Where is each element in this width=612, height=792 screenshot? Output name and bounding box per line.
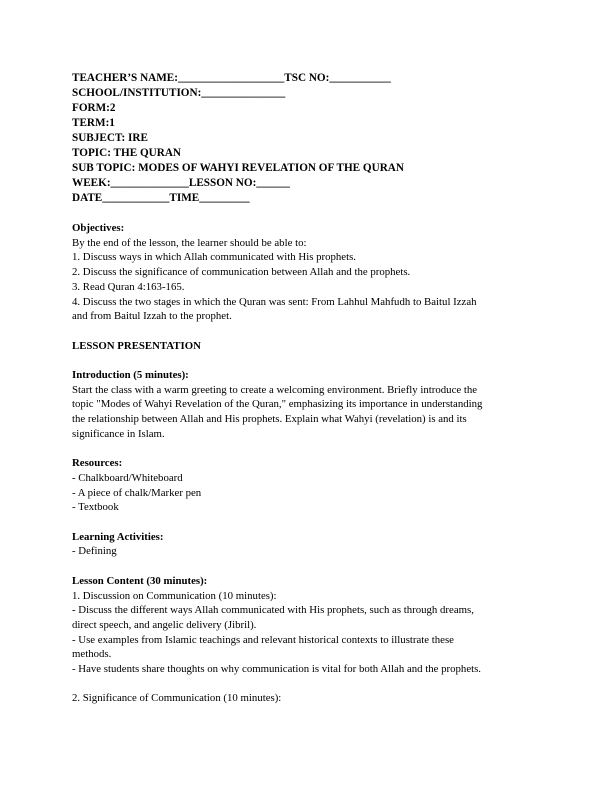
resource-item: - A piece of chalk/Marker pen: [72, 486, 202, 499]
term-line: TERM:1: [72, 117, 115, 129]
school-line: SCHOOL/INSTITUTION:_______________: [72, 87, 286, 99]
topic-line: TOPIC: THE QURAN: [72, 147, 181, 159]
objectives-intro: By the end of the lesson, the learner should be able to:: [72, 236, 307, 249]
introduction-text: significance in Islam.: [72, 427, 165, 440]
lesson-content-text: 1. Discussion on Communication (10 minutes):: [72, 589, 277, 602]
objective-item: 4. Discuss the two stages in which the Quran was sent: From Lahhul Mahfudh to Baitul Izzah: [72, 295, 477, 308]
lesson-content-text: methods.: [72, 648, 112, 661]
resource-item: - Chalkboard/Whiteboard: [72, 471, 183, 484]
lesson-body: [72, 221, 542, 706]
objective-item: and from Baitul Izzah to the prophet.: [72, 310, 232, 323]
subject-line: SUBJECT: IRE: [72, 132, 148, 144]
lesson-plan-header: [72, 71, 542, 206]
lesson-presentation-heading: LESSON PRESENTATION: [72, 339, 201, 352]
lesson-content-heading: Lesson Content (30 minutes):: [72, 574, 208, 587]
objective-item: 2. Discuss the significance of communication between Allah and the prophets.: [72, 266, 411, 279]
teacher-name-line: TEACHER’S NAME:___________________TSC NO:___________: [72, 72, 391, 84]
learning-activities-heading: Learning Activities:: [72, 530, 164, 543]
learning-activity-item: - Defining: [72, 545, 117, 558]
introduction-text: the relationship between Allah and His prophets. Explain what Wahyi (revelation) is and its: [72, 413, 467, 426]
introduction-text: topic "Modes of Wahyi Revelation of the Quran," emphasizing its importance in understanding: [72, 398, 483, 411]
lesson-content-text: - Discuss the different ways Allah communicated with His prophets, such as through dreams,: [72, 604, 474, 617]
subtopic-line: SUB TOPIC: MODES OF WAHYI REVELATION OF THE QURAN: [72, 162, 404, 174]
resources-heading: Resources:: [72, 457, 123, 470]
week-line: WEEK:______________LESSON NO:______: [72, 177, 290, 189]
resource-item: - Textbook: [72, 501, 119, 514]
objectives-heading: Objectives:: [72, 222, 125, 234]
introduction-text: Start the class with a warm greeting to create a welcoming environment. Briefly introduce the: [72, 383, 478, 396]
objective-item: 1. Discuss ways in which Allah communicated with His prophets.: [72, 251, 356, 264]
date-line: DATE____________TIME_________: [72, 192, 250, 204]
form-line: FORM:2: [72, 102, 116, 114]
significance-heading-line: 2. Significance of Communication (10 minutes):: [72, 692, 282, 705]
lesson-content-text: direct speech, and angelic delivery (Jibril).: [72, 618, 257, 631]
introduction-heading: Introduction (5 minutes):: [72, 369, 189, 381]
lesson-content-text: - Have students share thoughts on why communication is vital for both Allah and the prophets.: [72, 663, 482, 676]
lesson-content-text: - Use examples from Islamic teachings and relevant historical contexts to illustrate these: [72, 633, 454, 646]
objective-item: 3. Read Quran 4:163-165.: [72, 280, 185, 293]
